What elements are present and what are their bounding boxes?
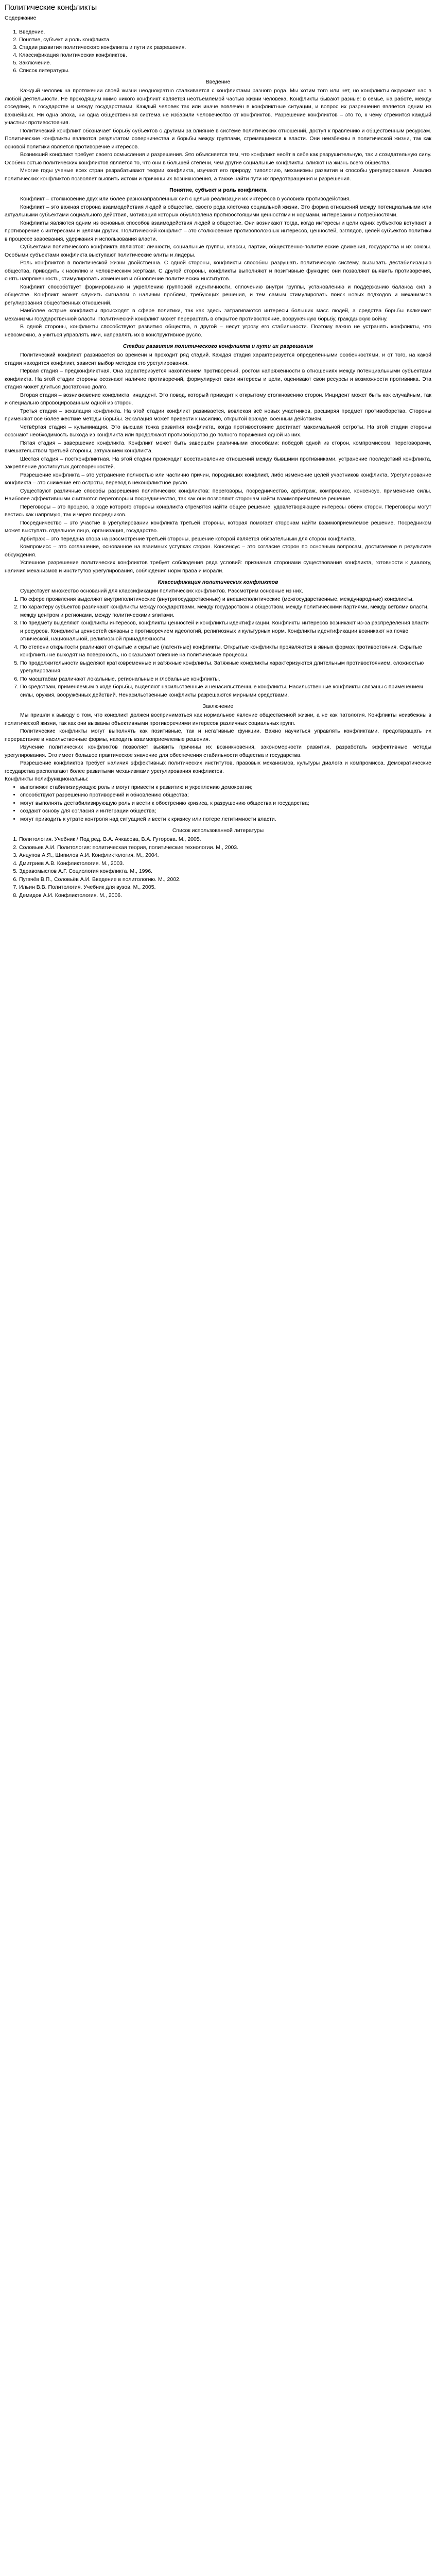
paragraph: Возникший конфликт требует своего осмысления и разрешения. Это объясняется тем, что конфликт несёт в себе как разрушительную, так и созидательную силу. Особенностью политических конфликтов является то, что они в большей степени, чем другие социальные конфликты, влияют на жизнь всего общества. bbox=[5, 151, 431, 166]
list-item: 7. По средствам, применяемым в ходе борьбы, выделяют насильственные и ненасильственные конфликты. Насильственные конфликты связаны с применением силы, оружия, вооружённых действий. Ненасильственные конфликты разрешаются мирными средствами. bbox=[20, 683, 431, 699]
toc-item[interactable]: 2. Понятие, субъект и роль конфликта. bbox=[19, 36, 431, 44]
paragraph: Пятая стадия – завершение конфликта. Конфликт может быть завершён различными способами: победой одной из сторон, компромиссом, переговорами, вмешательством третьей стороны, затуханием конфликта. bbox=[5, 439, 431, 454]
page-title: Политические конфликты bbox=[5, 3, 97, 12]
bibliography-item: 3. Анцупов А.Я., Шипилов А.И. Конфликтология. М., 2004. bbox=[19, 852, 431, 860]
paragraph: Многие годы ученые всех стран разрабатывают теории конфликта, изучают его природу, типологию, механизмы развития и способы урегулирования. Анализ политических конфликтов позволяет выявить истоки и причины их возникновения, а также найти пути их предотвращения и разрешения. bbox=[5, 167, 431, 182]
list-item: • создают основу для согласия и интеграции общества; bbox=[20, 807, 431, 816]
toc-item[interactable]: 6. Список литературы. bbox=[19, 67, 431, 75]
toc-item[interactable]: 3. Стадии развития политического конфликта и пути их разрешения. bbox=[19, 44, 431, 52]
section-heading: Стадии развития политического конфликта и пути их разрешения bbox=[123, 343, 313, 349]
toc-heading: Содержание bbox=[5, 15, 37, 21]
paragraph: Существуют различные способы разрешения политических конфликтов: переговоры, посредничество, арбитраж, компромисс, консенсус, применение силы. Наиболее эффективными считаются переговоры и посредничество, так как они позволяют сторонам найти взаимоприемлемое решение. bbox=[5, 487, 431, 502]
paragraph: Успешное разрешение политических конфликтов требует соблюдения ряда условий: признания сторонами существования конфликта, готовности к диалогу, наличия механизмов и институтов урегулирования, соблюдения норм права и морали. bbox=[5, 560, 431, 574]
paragraph: Субъектами политического конфликта являются: личности, социальные группы, классы, партии, общественно-политические движения, государства и их союзы. Особыми субъектами конфликта выступают политические элиты и лидеры. bbox=[5, 244, 431, 258]
list-item: 4. По степени открытости различают открытые и скрытые (латентные) конфликты. Открытые конфликты проявляются в явных формах противостояния. Скрытые конфликты не выходят на поверхность, но оказывают влияние на политические процессы. bbox=[20, 643, 431, 659]
bibliography-heading: Список использованной литературы bbox=[172, 827, 264, 834]
paragraph: Изучение политических конфликтов позволяет выявить причины их возникновения, закономерности развития, разработать эффективные методы урегулирования. Это имеет большое практическое значение для обеспечения стабильности общества и государства. bbox=[5, 744, 431, 758]
list-item: 6. По масштабам различают локальные, региональные и глобальные конфликты. bbox=[20, 675, 431, 684]
paragraph: Политический конфликт развивается во времени и проходит ряд стадий. Каждая стадия характеризуется определёнными особенностями, и от того, на какой стадии находится конфликт, зависит выбор методов его урегулирования. bbox=[5, 352, 431, 366]
paragraph: Конфликты являются одним из основных способов взаимодействия людей в обществе. Они возникают тогда, когда интересы и цели одних субъектов вступают в противоречие с интересами и целями других. Политический конфликт – это столкновение противоположных интересов, ценностей, взглядов, целей субъектов политики в процессе завоевания, удержания и использования власти. bbox=[5, 219, 431, 242]
section-heading: Понятие, субъект и роль конфликта bbox=[169, 187, 267, 193]
paragraph: Политический конфликт обозначает борьбу субъектов с другими за влияние в системе политических отношений, доступ к правлению и общественным ресурсам. Политические конфликты являются результатом соперничества и борьбы между группами, стремящимися к власти. Они неизбежны в политической жизни, так как основой политики является противоречие интересов. bbox=[5, 127, 431, 150]
toc-item[interactable]: 4. Классификация политических конфликтов. bbox=[19, 52, 431, 59]
list-item: 3. По предмету выделяют конфликты интересов, конфликты ценностей и конфликты идентификации. Конфликты интересов возникают из-за распределения власти и ресурсов. Конфликты ценностей связаны с противоречием идеологий, религиозных и культурных норм. Конфликты идентификации возникают на почве этнической, национальной, религиозной принадлежности. bbox=[20, 619, 431, 643]
toc-item[interactable]: 1. Введение. bbox=[19, 28, 431, 36]
paragraph: Шестая стадия – постконфликтная. На этой стадии происходит восстановление отношений между бывшими противниками, устранение последствий конфликта, закрепление достигнутых договорённостей. bbox=[5, 455, 431, 470]
table-of-contents bbox=[5, 28, 431, 75]
bibliography-item: 2. Соловьев А.И. Политология: политическая теория, политические технологии. М., 2003. bbox=[19, 844, 431, 852]
paragraph: Четвёртая стадия – кульминация. Это высшая точка развития конфликта, когда противостояние достигает максимальной остроты. На этой стадии стороны осознают необходимость выхода из конфликта или продолжают противоборство до полного поражения одной из них. bbox=[5, 423, 431, 438]
functions-label: Конфликты полифункциональны: bbox=[5, 776, 89, 782]
list-item: 2. По характеру субъектов различают конфликты между государствами, между государством и обществом, между политическими партиями, между ветвями власти, между центром и регионами, между политическими элитами. bbox=[20, 603, 431, 619]
bibliography-item: 1. Политология. Учебник / Под ред. В.А. Ачкасова, В.А. Гуторова. М., 2005. bbox=[19, 836, 431, 844]
paragraph: Конфликт способствует формированию и укреплению групповой идентичности, сплочению внутри группы, установлению и поддержанию баланса сил в обществе. Конфликт может служить сигналом о наличии проблем, требующих решения, и тем самым стимулировать поиск новых подходов и механизмов регулирования общественных отношений. bbox=[5, 283, 431, 306]
bibliography-item: 7. Ильин В.В. Политология. Учебник для вузов. М., 2005. bbox=[19, 884, 431, 892]
list-item: • могут выполнять дестабилизирующую роль и вести к обострению кризиса, к разрушению общества и государства; bbox=[20, 800, 431, 808]
document-page bbox=[0, 0, 436, 900]
list-item: • выполняют стабилизирующую роль и могут привести к развитию и укреплению демократии; bbox=[20, 784, 431, 792]
conclusion-heading: Заключение bbox=[202, 703, 234, 709]
paragraph: Политические конфликты могут выполнять как позитивные, так и негативные функции. Важно научиться управлять конфликтами, предотвращать их перерастание в насильственные формы, находить взаимоприемлемые решения. bbox=[5, 728, 431, 742]
paragraph: Арбитраж – это передача спора на рассмотрение третьей стороны, решение которой является обязательным для сторон конфликта. bbox=[20, 535, 356, 542]
list-item: 5. По продолжительности выделяют кратковременные и затяжные конфликты. Затяжные конфликты характеризуются длительным противостоянием, сложностью урегулирования. bbox=[20, 659, 431, 675]
paragraph: Компромисс – это соглашение, основанное на взаимных уступках сторон. Консенсус – это согласие сторон по основным вопросам, достигаемое в результате обсуждения. bbox=[5, 544, 431, 558]
bibliography-list bbox=[5, 836, 431, 900]
list-item: 1. По сфере проявления выделяют внутриполитические (внутригосударственные) и внешнеполитические (межгосударственные, международные) конфликты. bbox=[20, 596, 431, 604]
paragraph: Разрешение конфликта – это устранение полностью или частично причин, породивших конфликт, либо изменение целей участников конфликта. Урегулирование конфликта – это снижение его остроты, перевод в неконфликтное русло. bbox=[5, 471, 431, 486]
bibliography-item: 5. Здравомыслов А.Г. Социология конфликта. М., 1996. bbox=[19, 868, 431, 876]
paragraph: В одной стороны, конфликты способствуют развитию общества, в другой – несут угрозу его стабильности. Поэтому важно не устранять конфликты, что невозможно, а учиться управлять ими, направлять их в конструктивное русло. bbox=[5, 324, 431, 338]
paragraph: Конфликт – это важная сторона взаимодействия людей в обществе, своего рода клеточка социальной жизни. Это форма отношений между потенциальными или актуальными субъектами социального действия, мотивация которых обусловлена противостоящими ценностями и нормами, интересами и потребностями. bbox=[5, 204, 431, 218]
paragraph: Наиболее острые конфликты происходят в сфере политики, так как здесь затрагиваются интересы больших масс людей, а средства борьбы включают механизмы государственной власти. Политический конфликт может перерастать в открытое противостояние, вооружённую борьбу, гражданскую войну. bbox=[5, 308, 431, 322]
paragraph: Мы пришли к выводу о том, что конфликт должен восприниматься как нормальное явление общественной жизни, а не как патология. Конфликты неизбежны в политической жизни, так как они вызваны объективными противоречиями интересов различных социальных групп. bbox=[5, 712, 431, 726]
classification-list bbox=[5, 596, 431, 700]
paragraph: Существует множество оснований для классификации политических конфликтов. Рассмотрим основные из них. bbox=[20, 588, 303, 594]
paragraph: Разрешение конфликтов требует наличия эффективных политических институтов, правовых механизмов, культуры диалога и компромисса. Демократические государства располагают более развитыми механизмами урегулирования конфликтов. bbox=[5, 760, 431, 774]
list-item: • могут приводить к утрате контроля над ситуацией и вести к кризису или потере легитимности власти. bbox=[20, 816, 431, 824]
paragraph: Первая стадия – предконфликтная. Она характеризуется накоплением противоречий, ростом напряжённости в отношениях между потенциальными субъектами конфликта. На этой стадии стороны осознают наличие противоречий, формулируют свои интересы и цели, оценивают свои ресурсы и возможности противника. Эта стадия может длиться достаточно долго. bbox=[5, 368, 431, 390]
functions-list bbox=[5, 784, 431, 824]
bibliography-item: 8. Демидов А.И. Конфликтология. М., 2006. bbox=[19, 892, 431, 900]
paragraph: Вторая стадия – возникновение конфликта, инцидент. Это повод, который приводит к открытому столкновению сторон. Инцидент может быть как случайным, так и специально спровоцированным одной из сторон. bbox=[5, 392, 431, 406]
paragraph: Третья стадия – эскалация конфликта. На этой стадии конфликт развивается, вовлекая всё новых участников, расширяя предмет противоборства. Стороны применяют всё более жёсткие методы борьбы. Эскалация может привести к насилию, открытой вражде, военным действиям. bbox=[5, 408, 431, 422]
paragraph: Конфликт – столкновение двух или более разнонаправленных сил с целью реализации их интересов в условиях противодействия. bbox=[20, 196, 351, 202]
intro-heading: Введение bbox=[205, 79, 231, 85]
paragraph: Каждый человек на протяжении своей жизни неоднократно сталкивается с конфликтами разного рода. Мы хотим того или нет, но конфликты окружают нас в любой деятельности. Не проходящим мимо никого конфликт является неотъемлемой частью жизни человека. Конфликты бывают разные: в семье, на работе, между соседями, в государстве и между государствами. Каждый человек так или иначе вовлечён в конфликтные ситуации, и вопрос их разрешения является одним из важнейших. Ни одна эпоха, ни одна общественная система не избавили человечество от конфликтов. Разрешение конфликтов – это то, к чему стремится каждый участник противостояния. bbox=[5, 88, 431, 126]
paragraph: Переговоры – это процесс, в ходе которого стороны конфликта стремятся найти общее решение, удовлетворяющее интересы обеих сторон. Переговоры могут вестись как напрямую, так и через посредников. bbox=[5, 503, 431, 518]
toc-item[interactable]: 5. Заключение. bbox=[19, 59, 431, 67]
bibliography-item: 6. Пугачёв В.П., Соловьёв А.И. Введение в политологию. М., 2002. bbox=[19, 876, 431, 884]
section-heading: Классификация политических конфликтов bbox=[158, 579, 278, 585]
paragraph: Роль конфликтов в политической жизни двойственна. С одной стороны, конфликты способны разрушать политическую систему, вызывать дестабилизацию общества, приводить к насилию и человеческим жертвам. С другой стороны, конфликты выполняют и позитивные функции: они позволяют выявить противоречия, снять напряженность, стимулировать изменения и обновление политических институтов. bbox=[5, 260, 431, 282]
paragraph: Посредничество – это участие в урегулировании конфликта третьей стороны, которая помогает сторонам найти взаимоприемлемое решение. Посредником может выступать отдельное лицо, организация, государство. bbox=[5, 519, 431, 534]
list-item: • способствуют разрешению противоречий и обновлению общества; bbox=[20, 791, 431, 800]
bibliography-item: 4. Дмитриев А.В. Конфликтология. М., 2003. bbox=[19, 860, 431, 868]
